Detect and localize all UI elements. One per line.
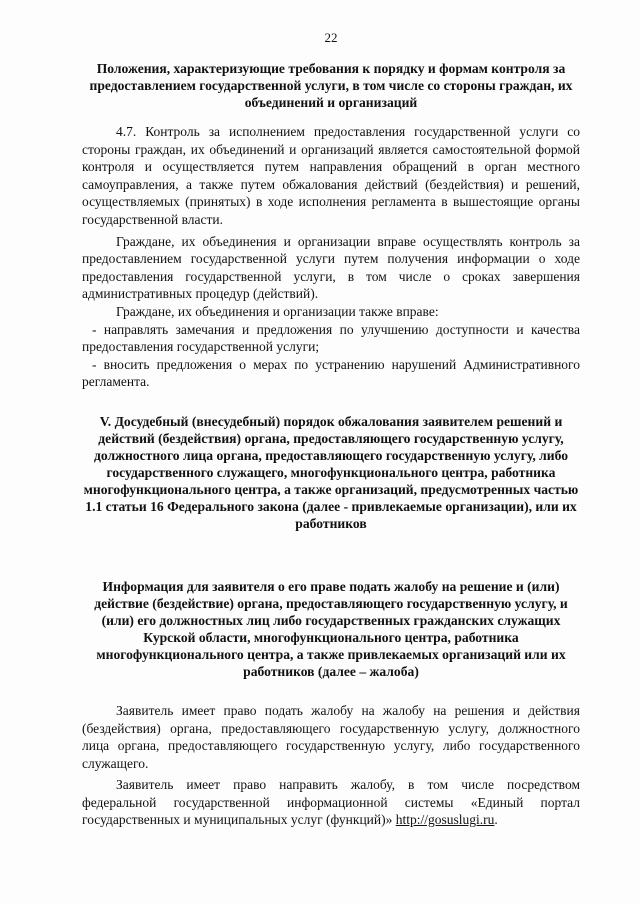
paragraph-4-7: 4.7. Контроль за исполнением предоставления государственной услуги со стороны граждан, их объединений и организаций является самостоятельной формой контроля и осуществляется путем направления обращений в орган местного самоуправления, а также путем обжалования действий (бездействия) и решений, осуществляемых (принятых) в ходе исполнения регламента в вышестоящие органы государственной власти. (82, 124, 580, 227)
info-heading-complaint: Информация для заявителя о его праве подать жалобу на решение и (или) действие (бездействие) органа, предоставляющего государственную услугу, и (или) его должностных лиц либо государственных гражданских служащих Курской области, многофункционального центра, работника многофункционального центра, а также привлекаемых организаций или их работников (далее – жалоба) (94, 578, 568, 679)
list-item-remarks: - направлять замечания и предложения по улучшению доступности и качества предоставления государственной услуги; (82, 321, 580, 355)
paragraph-citizens-rights: Граждане, их объединения и организации также вправе: (116, 303, 439, 319)
portal-end: . (494, 812, 498, 828)
paragraph-portal (82, 776, 580, 829)
page-number: 22 (324, 30, 338, 45)
list-item-proposals: - вносить предложения о мерах по устранению нарушений Административного регламента. (82, 356, 580, 390)
gosuslugi-link[interactable]: http://gosuslugi.ru (395, 812, 495, 828)
paragraph-complaint-right: Заявитель имеет право подать жалобу на жалобу на решения и действия (бездействия) органа, предоставляющего государственную услугу, должностного лица органа, предоставляющего государственную услугу, либо государственного служащего. (82, 702, 580, 771)
chapter-heading-v: V. Досудебный (внесудебный) порядок обжалования заявителем решений и действий (бездействия) органа, предоставляющего государственную услугу, должностного лица органа, предоставляющего государственную услугу, либо государственного служащего, многофункционального центра, работника многофункционального центра, а также организаций, предусмотренных частью 1.1 статьи 16 Федерального закона (далее - привлекаемые организации), или их работников (83, 413, 579, 531)
portal-text: Заявитель имеет право направить жалобу, в том числе посредством федеральной государственной информационной системы «Единый портал государственных и муниципальных услуг (функций)» (82, 777, 580, 828)
paragraph-citizens-control: Граждане, их объединения и организации вправе осуществлять контроль за предоставлением государственной услуги путем получения информации о ходе предоставления государственной услуги, в том числе о сроках завершения административных процедур (действий). (82, 233, 580, 302)
section-heading-control: Положения, характеризующие требования к порядку и формам контроля за предоставлением государственной услуги, в том числе со стороны граждан, их объединений и организаций (89, 61, 573, 110)
